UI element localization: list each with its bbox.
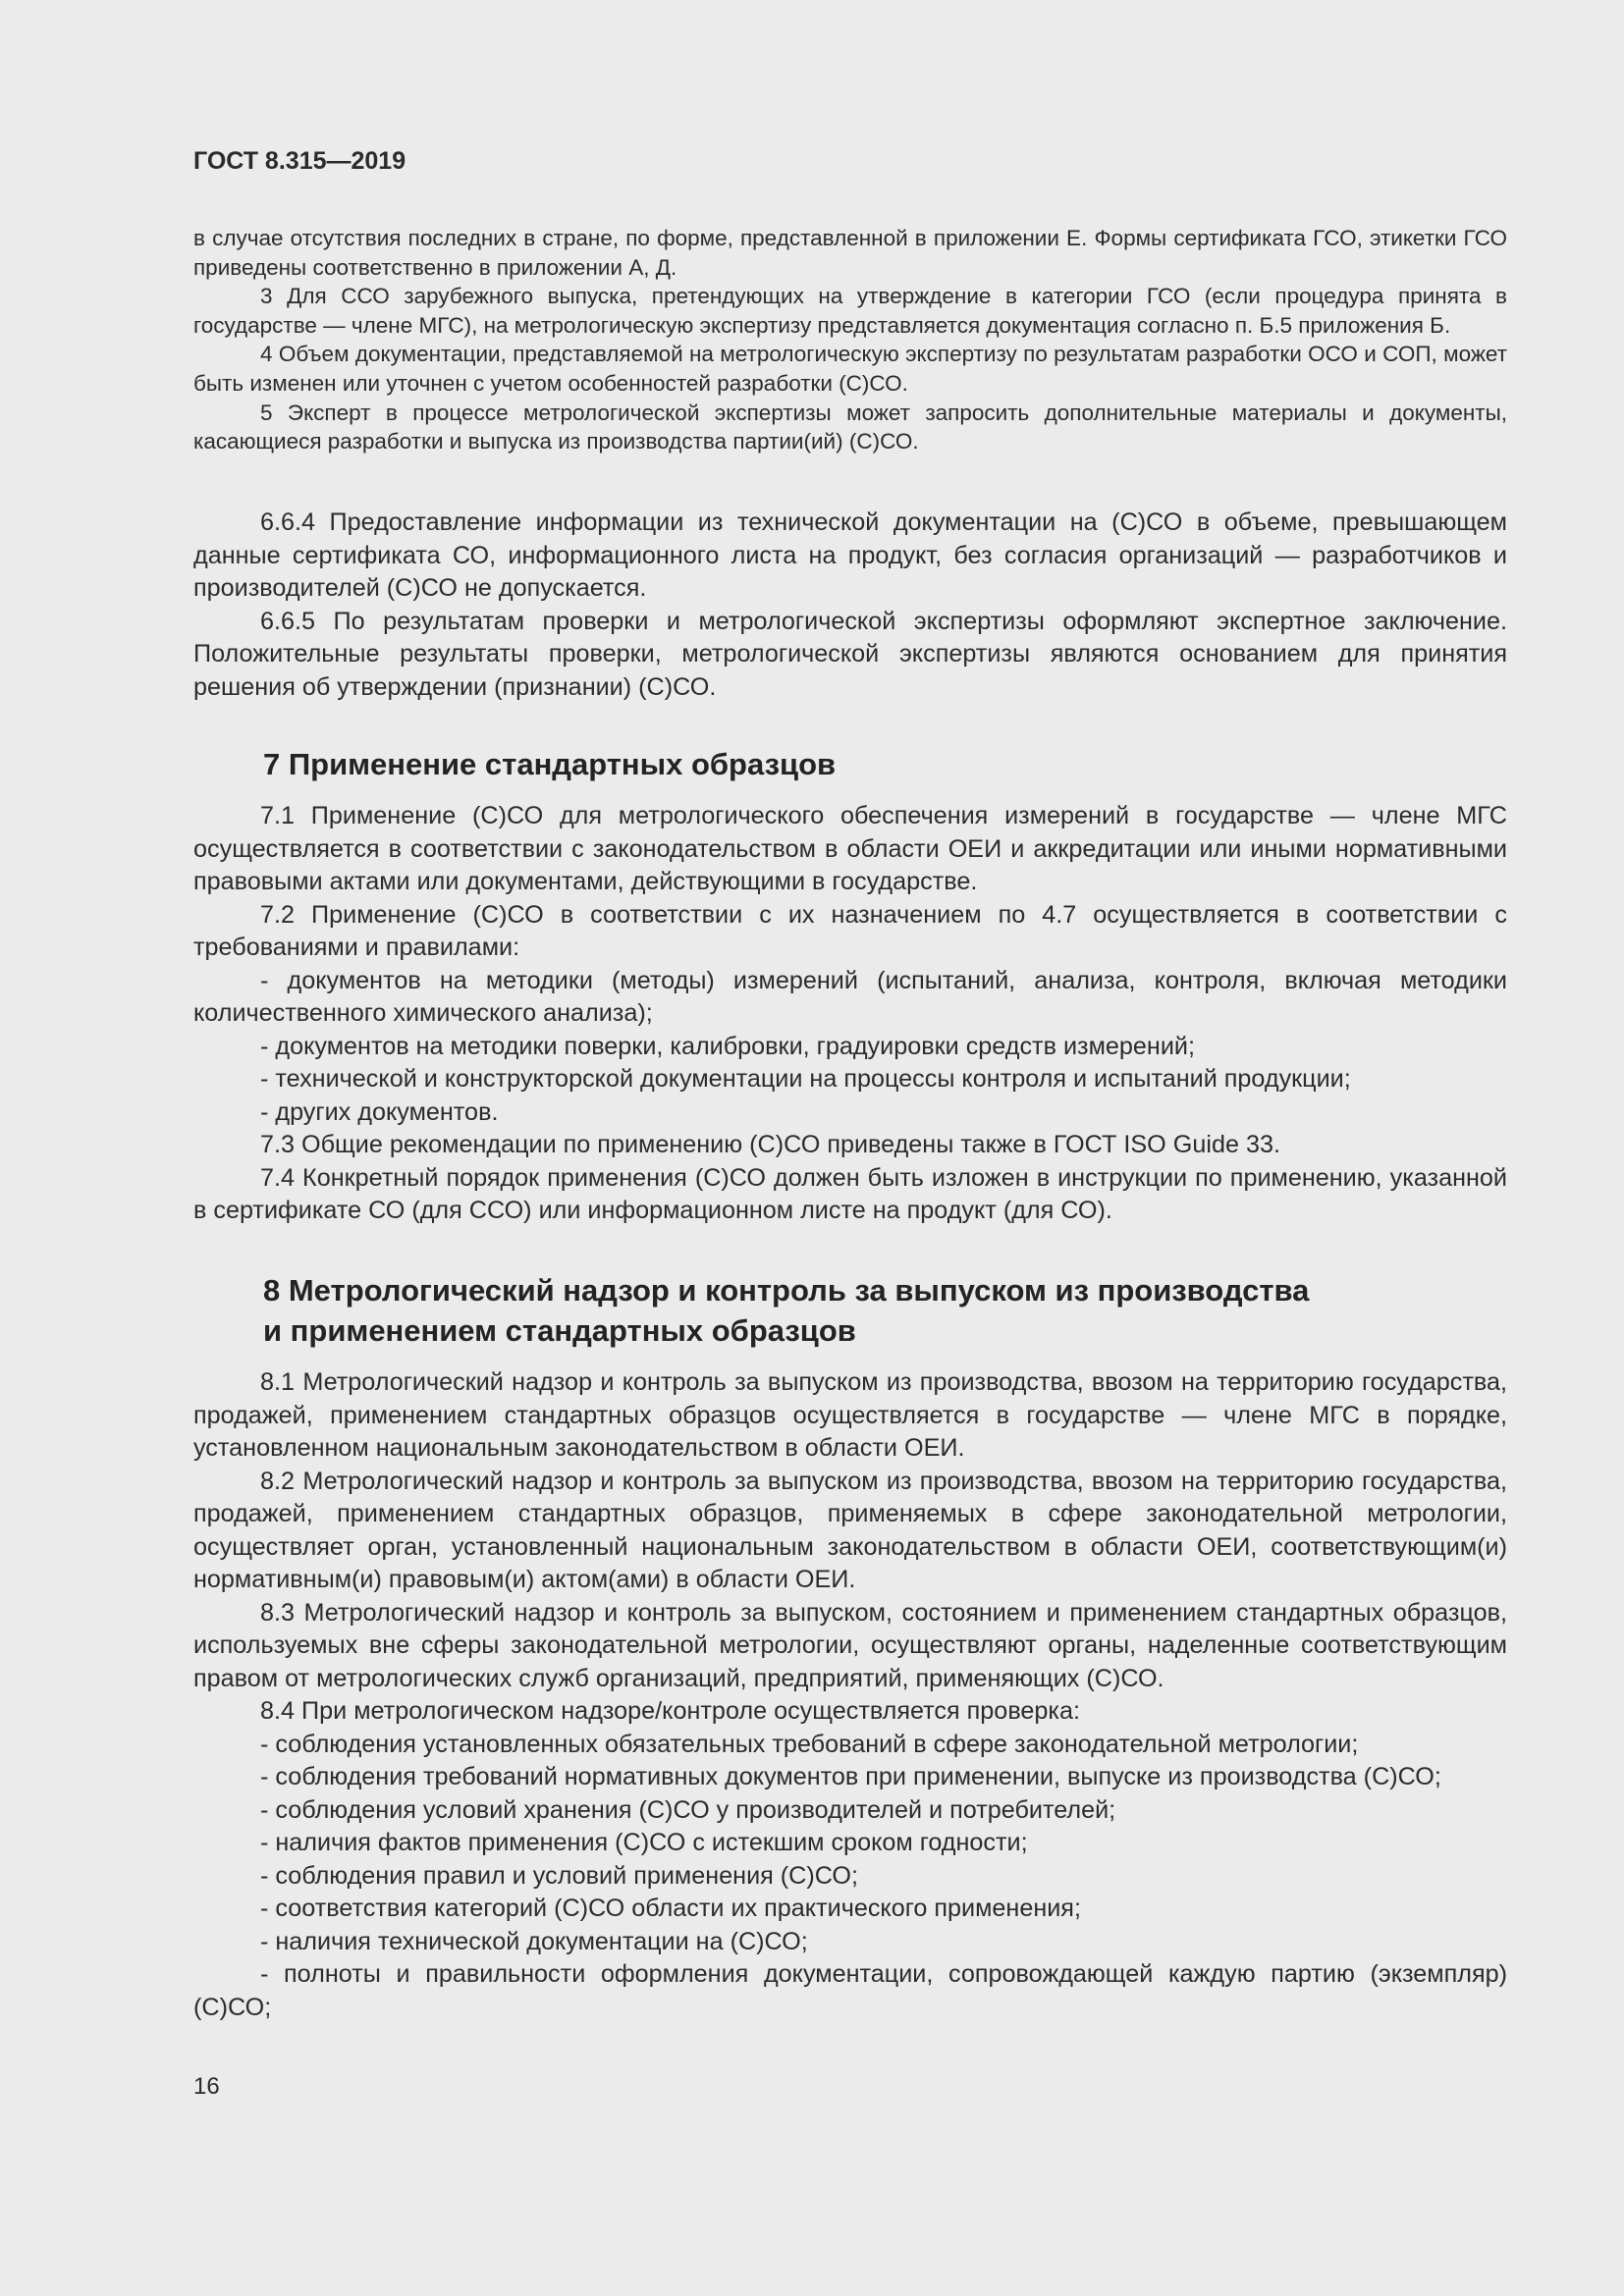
note-4: 4 Объем документации, представляемой на метрологическую экспертизу по результатам разработки ОСО и СОП, может быть изменен или уточнен с учетом особенностей разработки (С)СО. <box>193 342 1507 396</box>
list-item: - соблюдения условий хранения (С)СО у производителей и потребителей; <box>260 1795 1116 1824</box>
clause-6-6-5: 6.6.5 По результатам проверки и метрологической экспертизы оформляют экспертное заключение. Положительные результаты проверки, метрологической экспертизы являются основанием для принятия решения об утверждении (признании) (С)СО. <box>193 607 1507 701</box>
list-item: - соблюдения требований нормативных документов при применении, выпуске из производства (С)СО; <box>260 1763 1441 1790</box>
section-8-block <box>193 1366 1507 2024</box>
clause-7-3: 7.3 Общие рекомендации по применению (С)СО приведены также в ГОСТ ISO Guide 33. <box>260 1131 1280 1158</box>
clause-7-4: 7.4 Конкретный порядок применения (С)СО должен быть изложен в инструкции по применению, указанной в сертификате СО (для ССО) или информационном листе на продукт (для СО). <box>193 1163 1507 1224</box>
list-item: - документов на методики поверки, калибровки, градуировки средств измерений; <box>260 1032 1195 1060</box>
section-7-title: 7 Применение стандартных образцов <box>263 747 837 781</box>
clause-8-2: 8.2 Метрологический надзор и контроль за выпуском из производства, ввозом на территорию государства, продажей, применением стандартных образцов, применяемых в сфере законодательной метрологии, осуществляет орган, установленный национальным законодательством в области ОЕИ, соответствующим(и) нормативным(и) правовым(и) актом(ами) в области ОЕИ. <box>193 1467 1507 1593</box>
page-number: 16 <box>193 2073 220 2100</box>
section-7-block <box>193 800 1507 1228</box>
section-8-title <box>263 1270 1309 1351</box>
list-item: - соответствия категорий (С)СО области их практического применения; <box>260 1895 1081 1922</box>
note-continuation: в случае отсутствия последних в стране, по форме, представленной в приложении Е. Формы сертификата ГСО, этикетки ГСО приведены соответственно в приложении А, Д. <box>193 226 1507 280</box>
section-6-block <box>193 507 1507 704</box>
notes-block <box>193 224 1507 456</box>
list-item: - соблюдения правил и условий применения (С)СО; <box>260 1861 858 1890</box>
list-item: - полноты и правильности оформления документации, сопровождающей каждую партию (экземпляр) (С)СО; <box>193 1960 1507 2021</box>
note-3: 3 Для ССО зарубежного выпуска, претендующих на утверждение в категории ГСО (если процедура принята в государстве — члене МГС), на метрологическую экспертизу представляется документация согласно п. Б.5 приложения Б. <box>193 284 1507 338</box>
list-item: - технической и конструкторской документации на процессы контроля и испытаний продукции; <box>260 1065 1351 1093</box>
section-8-title-line2: и применением стандартных образцов <box>263 1313 856 1348</box>
document-header: ГОСТ 8.315—2019 <box>193 147 406 175</box>
section-8-title-line1: 8 Метрологический надзор и контроль за выпуском из производства <box>263 1273 1310 1308</box>
clause-6-6-4: 6.6.4 Предоставление информации из технической документации на (С)СО в объеме, превышающем данные сертификата СО, информационного листа на продукт, без согласия организаций — разработчиков и производителей (С)СО не допускается. <box>193 508 1507 602</box>
clause-7-2: 7.2 Применение (С)СО в соответствии с их назначением по 4.7 осуществляется в соответствии с требованиями и правилами: <box>193 900 1507 961</box>
clause-7-1: 7.1 Применение (С)СО для метрологического обеспечения измерений в государстве — члене МГС осуществляется в соответствии с законодательством в области ОЕИ и аккредитации или иными нормативными правовыми актами или документами, действующими в государстве. <box>193 802 1507 895</box>
list-item: - наличия фактов применения (С)СО с истекшим сроком годности; <box>260 1829 1028 1856</box>
clause-8-1: 8.1 Метрологический надзор и контроль за выпуском из производства, ввозом на территорию государства, продажей, применением стандартных образцов осуществляется в государстве — члене МГС в порядке, установленном национальным законодательством в области ОЕИ. <box>193 1368 1507 1462</box>
clause-8-3: 8.3 Метрологический надзор и контроль за выпуском, состоянием и применением стандартных образцов, используемых вне сферы законодательной метрологии, осуществляют органы, наделенные соответствующим правом от метрологических служб организаций, предприятий, применяющих (С)СО. <box>193 1598 1507 1692</box>
list-item: - документов на методики (методы) измерений (испытаний, анализа, контроля, включая методики количественного химического анализа); <box>193 966 1507 1027</box>
list-item: - наличия технической документации на (С)СО; <box>260 1927 808 1955</box>
note-5: 5 Эксперт в процессе метрологической экспертизы может запросить дополнительные материалы и документы, касающиеся разработки и выпуска из производства партии(ий) (С)СО. <box>193 400 1507 454</box>
clause-8-4: 8.4 При метрологическом надзоре/контроле осуществляется проверка: <box>260 1697 1081 1725</box>
list-item: - других документов. <box>260 1097 499 1126</box>
list-item: - соблюдения установленных обязательных требований в сфере законодательной метрологии; <box>260 1730 1359 1758</box>
